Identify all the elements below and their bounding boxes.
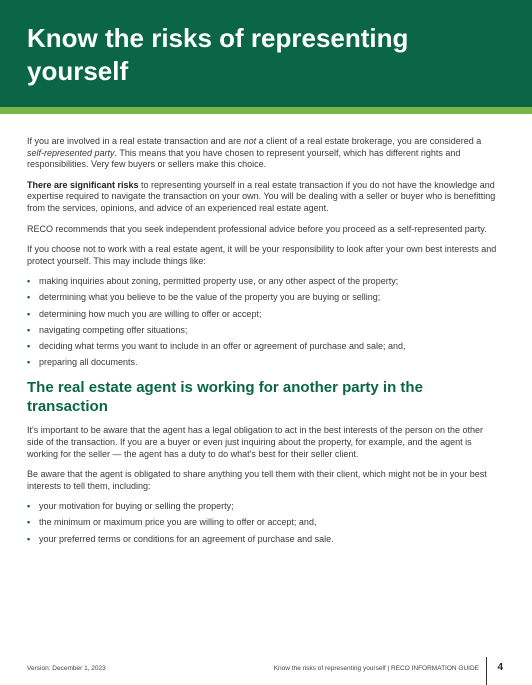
page-number: 4 xyxy=(497,662,503,673)
page-header xyxy=(0,0,532,107)
section-paragraph-1: It's important to be aware that the agent has a legal obligation to act in the best interests of the person on the other side of the transaction. If you are a buyer or even just inquiring about the property, for example, and the agent is working for the seller — the agent has a duty to do what's best for their seller client. xyxy=(27,425,484,459)
bullet-icon: • xyxy=(27,517,31,528)
list-item: • the minimum or maximum price you are willing to offer or accept; and, xyxy=(27,517,317,528)
page-title: Know the risks of representing yourself xyxy=(27,23,409,86)
list-item: • your motivation for buying or selling the property; xyxy=(27,501,234,512)
intro-paragraph-4: If you choose not to work with a real estate agent, it will be your responsibility to look after your own best interests and protect yourself. This may include things like: xyxy=(27,244,497,266)
bullet-icon: • xyxy=(27,276,31,287)
bullet-icon: • xyxy=(27,356,31,367)
list-item: • making inquiries about zoning, permitted property use, or any other aspect of the property; xyxy=(27,276,399,287)
bullet-icon: • xyxy=(27,308,31,319)
intro-paragraph-3: RECO recommends that you seek independent professional advice before you proceed as a self-represented party. xyxy=(27,223,487,234)
intro-paragraph-2: There are significant risks to representing yourself in a real estate transaction if you do not have the knowledge and expertise required to navigate the transaction on your own. You will be dealing with a seller or buyer who is benefitting from the services, opinions, and advice of an experienced real estate agent. xyxy=(27,179,496,213)
section-heading: The real estate agent is working for another party in the transaction xyxy=(27,379,423,415)
bullet-icon: • xyxy=(27,501,31,512)
guide-title: Know the risks of representing yourself | RECO INFORMATION GUIDE xyxy=(273,665,479,672)
list-item: • determining what you believe to be the value of the property you are buying or selling; xyxy=(27,292,381,303)
accent-bar xyxy=(0,107,532,114)
footer-divider xyxy=(486,657,487,685)
list-item: • preparing all documents. xyxy=(27,356,138,367)
bullet-icon: • xyxy=(27,292,31,303)
section-paragraph-2: Be aware that the agent is obligated to share anything you tell them with their client, which might not be in your best interests to tell them, including: xyxy=(27,469,487,491)
bullet-icon: • xyxy=(27,324,31,335)
list-item: • deciding what terms you want to include in an offer or agreement of purchase and sale; and, xyxy=(27,340,406,351)
intro-paragraph-1: If you are involved in a real estate transaction and are not a client of a real estate brokerage, you are considered a self-represented party. This means that you have chosen to represent yourself, which has different rights and responsibilities. Very few buyers or sellers make this choice. xyxy=(27,136,482,170)
list-item: • determining how much you are willing to offer or accept; xyxy=(27,308,262,319)
page-footer xyxy=(27,657,505,685)
version-label: Version: December 1, 2023 xyxy=(27,665,106,672)
list-item: • navigating competing offer situations; xyxy=(27,324,188,335)
bullet-icon: • xyxy=(27,533,31,544)
list-item: • your preferred terms or conditions for an agreement of purchase and sale. xyxy=(27,533,334,544)
disclosure-list xyxy=(27,501,497,545)
document-body xyxy=(27,136,497,554)
bullet-icon: • xyxy=(27,340,31,351)
responsibilities-list xyxy=(27,276,497,368)
